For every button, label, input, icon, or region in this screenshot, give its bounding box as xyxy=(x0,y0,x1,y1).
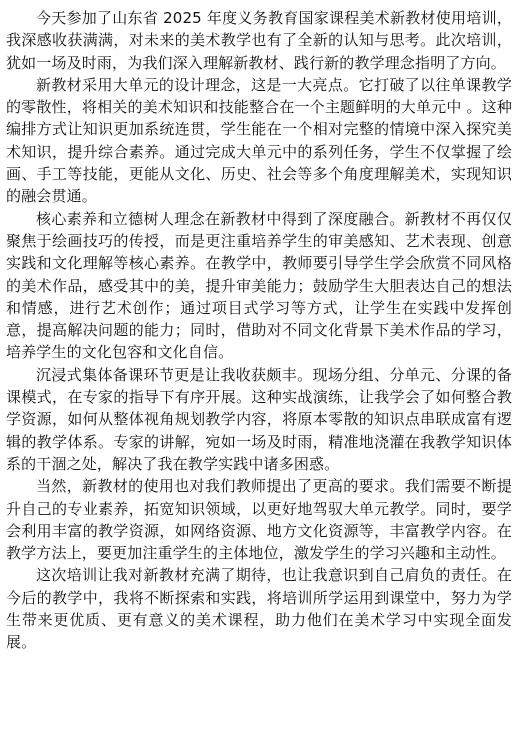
paragraph-collective-lesson-prep: 沉浸式集体备课环节更是让我收获颇丰。现场分组、分单元、分课的备课模式，在专家的指导下有序开展。这种实战演练，让我学会了如何整合教学资源，如何从整体视角规划教学内容，将原本零散的知识点串联成富有逻辑的教学体系。专家的讲解，宛如一场及时雨，精准地浇灌在我教学知识体系的干涸之处，解决了我在教学实践中诸多困惑。 xyxy=(6,365,512,473)
paragraph-big-unit-design: 新教材采用大单元的设计理念，这是一大亮点。它打破了以往单课教学的零散性，将相关的美术知识和技能整合在一个主题鲜明的大单元中 。这种编排方式让知识更加系统连贯，学生能在一个相对完整的情境中深入探究美术知识，提升综合素养。通过完成大单元中的系列任务，学生不仅掌握了绘画、手工等技能，更能从文化、历史、社会等多个角度理解美术，实现知识的融会贯通。 xyxy=(6,75,512,206)
paragraph-conclusion: 这次培训让我对新教材充满了期待，也让我意识到自己肩负的责任。在今后的教学中，我将不断探索和实践，将培训所学运用到课堂中，努力为学生带来更优质、更有意义的美术课程，助力他们在美术学习中实现全面发展。 xyxy=(6,566,512,652)
paragraph-teacher-requirements: 当然，新教材的使用也对我们教师提出了更高的要求。我们需要不断提升自己的专业素养，拓宽知识领域，以更好地驾驭大单元教学。同时，要学会利用丰富的教学资源，如网络资源、地方文化资源等，丰富教学内容。在教学方法上，要更加注重学生的主体地位，激发学生的学习兴趣和主动性。 xyxy=(6,477,512,563)
paragraph-core-literacy: 核心素养和立德树人理念在新教材中得到了深度融合。新教材不再仅仅聚焦于绘画技巧的传授，而是更注重培养学生的审美感知、艺术表现、创意实践和文化理解等核心素养。在教学中，教师要引导学生学会欣赏不同风格的美术作品，感受其中的美，提升审美能力；鼓励学生大胆表达自己的想法和情感，进行艺术创作；通过项目式学习等方式，让学生在实践中发挥创意，提高解决问题的能力；同时，借助对不同文化背景下美术作品的学习，培养学生的文化包容和文化自信。 xyxy=(6,209,512,362)
paragraph-training-intro: 今天参加了山东省 2025 年度义务教育国家课程美术新教材使用培训，我深感收获满满，对未来的美术教学也有了全新的认知与思考。此次培训，犹如一场及时雨，为我们深入理解新教材、践行新的教学理念指明了方向。 xyxy=(6,9,512,72)
